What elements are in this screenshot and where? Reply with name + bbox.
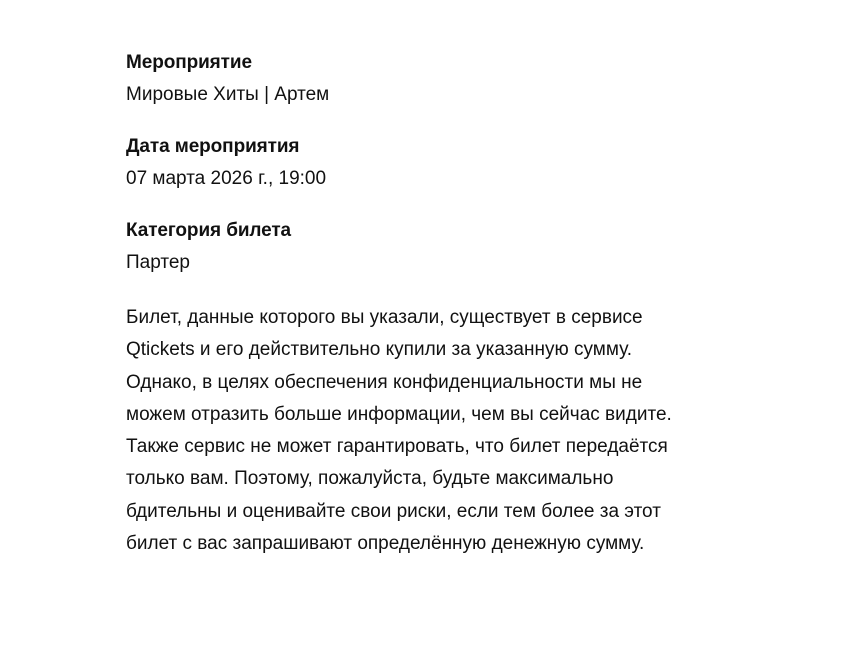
category-field	[126, 218, 706, 276]
event-value: Мировые Хиты | Артем	[126, 84, 330, 105]
date-field	[126, 134, 706, 192]
date-value: 07 марта 2026 г., 19:00	[126, 168, 327, 189]
category-value: Партер	[126, 252, 190, 273]
date-label: Дата мероприятия	[126, 136, 300, 157]
event-label: Мероприятие	[126, 52, 252, 73]
ticket-info	[126, 50, 706, 560]
category-label: Категория билета	[126, 220, 292, 241]
privacy-notice: Билет, данные которого вы указали, существует в сервисе Qtickets и его действительно купили за указанную сумму. Однако, в целях обеспечения конфиденциальности мы не можем отразить больше информации, чем вы сейчас видите. Также сервис не может гарантировать, что билет передаётся только вам. Поэтому, пожалуйста, будьте максимально бдительны и оценивайте свои риски, если тем более за этот билет с вас запрашивают определённую денежную сумму.	[126, 307, 672, 555]
event-field	[126, 50, 706, 108]
